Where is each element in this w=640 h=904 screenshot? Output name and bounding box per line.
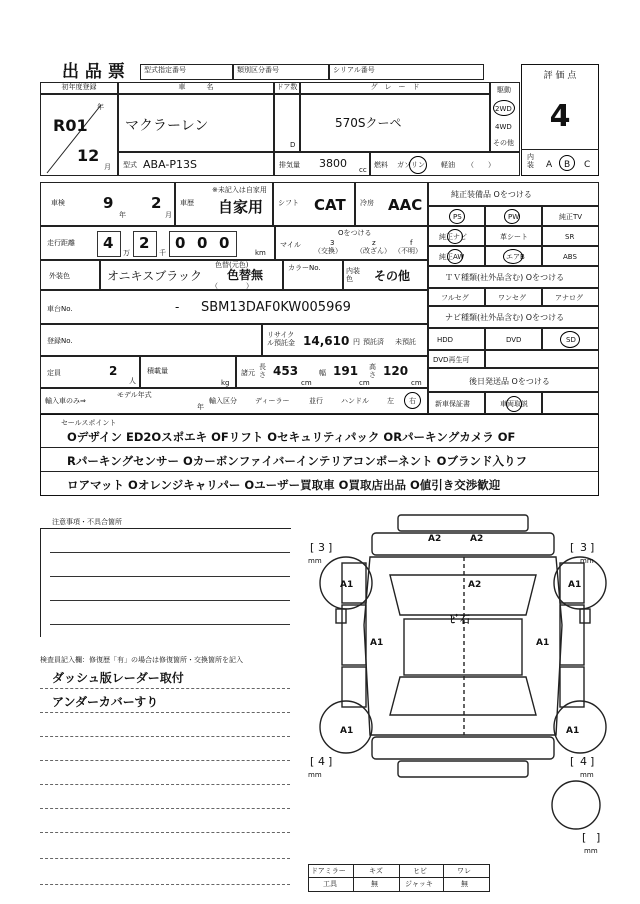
interior-color-label: 内装色 [346,267,360,283]
svg-text:[: [ [310,755,315,768]
opt-dvd-label: DVD [506,336,522,344]
mile-label: マイル [280,241,301,249]
mile-opt2-num: z [372,239,376,247]
opt-oneseg-label: ワンセグ [498,294,526,302]
mile-opt3-num: f [410,239,413,247]
recycle-unit: 円 [353,338,360,346]
opt-sd [542,328,599,350]
legend-box [308,864,490,892]
opt-ps-circle [449,209,465,224]
serial-label: シリアル番号 [333,66,375,74]
shift-value: CAT [314,196,346,214]
opt-leather [485,226,542,246]
mile-opt1-num: 3 [330,239,335,247]
opt-pw [485,206,542,226]
door-cell [274,94,300,152]
inspection-label: 車検 [51,199,65,207]
genuine-label: 純正装備品 Oをつける [451,190,532,199]
color-label-cell [40,260,100,290]
fuel-gasoline-circle [409,156,427,174]
size-cell [236,356,428,388]
navi-type-header [428,306,599,328]
load-unit: kg [221,379,230,387]
mileage-10k-unit: 万 [123,249,130,257]
displacement-value: 3800 [319,157,347,170]
color-value: オニキスブラック [107,269,203,283]
door-label: ドア数 [274,82,300,94]
recycle-paid: 預託済 [363,338,384,346]
load-label: 積載量 [147,367,168,375]
opt-dvd-play [428,350,485,368]
color-cell [100,260,283,290]
sales-label: セールスポイント [61,419,117,427]
model-approval-field [140,64,233,80]
length-unit: cm [301,379,312,387]
first-reg-cell [40,94,118,176]
tread-rl: 4 [318,755,325,768]
tread-fr: 3 [580,541,587,554]
opt-leather-label: 革シート [500,233,528,241]
svg-text:]: ] [596,831,601,844]
height-unit: cm [411,379,422,387]
caution-label: 注意事項・不具合箇所 [52,518,122,526]
chassis-cell [40,290,428,324]
page-title: 出 品 票 [62,62,125,82]
later-header [428,368,599,392]
height-value: 120 [383,364,409,378]
diagram-a1-right: A1 [536,638,550,648]
svg-text:[: [ [310,541,315,554]
aircon-label: 冷房 [360,199,374,207]
history-label: 車歴 [180,199,194,207]
first-reg-year: R01 [53,116,88,135]
interior-color-cell [343,260,428,290]
interior-b: B [564,160,571,170]
opt-fullseg [428,288,485,306]
opt-analog-label: アナログ [555,294,583,302]
opt-abs [542,246,599,266]
model-type-label: 型式 [123,161,137,169]
recycle-label: リサイクル預託金 [267,331,295,347]
inspection-month: 2 [151,194,162,212]
legend-door-mirror: ドアミラー [311,867,346,875]
handle-label: ハンドル [341,397,369,405]
inspection-year-unit: 年 [119,211,126,219]
svg-text:]: ] [328,755,333,768]
color-label: 外装色 [49,272,70,280]
displacement-unit: cc [359,166,367,174]
opt-navi [428,226,485,246]
import-parallel: 並行 [309,397,323,405]
navi-type-label: ナビ種類(社外品含む) Oをつける [445,313,565,322]
caution-box [40,528,291,637]
opt-hdd [428,328,485,350]
opt-abs-label: ABS [563,253,577,261]
month-unit: 月 [104,163,111,171]
drive-4wd: 4WD [495,123,512,131]
svg-text:]: ] [590,541,595,554]
size-label: 諸元 [241,369,255,377]
import-cell [40,388,428,414]
tread-spare-unit: mm [584,847,598,855]
legend-crack: ヒビ [413,867,427,875]
legend-tool: 工具 [323,880,337,888]
interior-color-value: その他 [374,269,411,283]
grade-value: 570Sクーペ [335,116,402,130]
inspection-cell [40,182,175,226]
opt-hdd-label: HDD [437,336,454,344]
tv-type-header [428,266,599,288]
legend-jack-value: 無 [461,880,468,888]
sales-line-2: Rパーキングセンサー Oカーボンファイバーインテリアコンポーネント Oブランド入りフ [67,454,527,468]
diagram-a1-front-left: A1 [340,580,354,590]
car-name-label: 車 名 [118,82,274,94]
model-year-unit: 年 [197,403,204,411]
inspector-label: 検査員記入欄：修復歴「有」の場合は修復箇所・交換箇所を記入 [40,656,243,664]
interior-a: A [546,160,553,170]
tread-rl-unit: mm [308,771,322,779]
opt-navi-label: 純正ナビ [439,233,467,241]
opt-analog [542,288,599,306]
svg-text:]: ] [328,541,333,554]
mile-opt2: （改ざん） [356,247,391,255]
opt-pw-circle [504,209,520,224]
color-change-value: 色替無 [227,268,264,282]
grade-cell [300,94,490,152]
opt-sr [542,226,599,246]
diagram-a1-rear-left: A1 [340,726,354,736]
recycle-value: 14,610 [303,334,350,348]
drive-other: その他 [493,139,514,147]
opt-ps-label: PS [453,213,462,221]
opt-dvd [485,328,542,350]
mileage-digit-5: 0 [219,234,230,252]
opt-airbag-label: エアB [506,253,525,261]
diagram-a2-hood: A2 [468,580,482,590]
diagram-a2-top-right: A2 [470,534,484,544]
score-value: 4 [549,99,571,134]
handle-right-circle [404,392,421,409]
model-approval-label: 型式指定番号 [144,66,186,74]
first-reg-month: 12 [77,146,100,165]
car-damage-diagram [300,505,630,865]
capacity-label: 定員 [47,369,61,377]
mileage-digit-4: 0 [197,234,208,252]
shift-cell [273,182,355,226]
sales-block [40,414,599,496]
serial-field [329,64,484,80]
tread-fl-unit: mm [308,557,322,565]
opt-pw-label: PW [508,213,520,221]
capacity-value: 2 [109,364,118,378]
legend-jack: ジャッキ [405,880,433,888]
color-change-label: 色替(元色) [215,261,249,269]
svg-text:]: ] [590,755,595,768]
note-2: アンダーカバーすり [52,695,159,709]
length-value: 453 [273,364,299,378]
interior-c: C [584,160,591,170]
inspection-year: 9 [103,194,114,212]
score-box [521,64,599,176]
sales-line-1: Oデザイン ED2Oスポエキ OFリフト Oセキュリティパック ORパーキングカメラ OF [67,430,516,444]
height-label: 高さ [369,363,376,379]
note-1: ダッシュ版レーダー取付 [52,671,184,685]
svg-text:[: [ [570,541,575,554]
fuel-diesel: 軽油 [441,161,455,169]
diagram-a2-top-left: A2 [428,534,442,544]
shift-label: シフト [278,199,299,207]
fuel-cell [370,152,520,176]
legend-tool-value: 無 [371,880,378,888]
opt-tv [542,206,599,226]
recycle-unpaid: 未預託 [395,338,416,346]
handle-left: 左 [387,397,394,405]
svg-text:[: [ [582,831,587,844]
opt-warranty-label: 新車保証書 [435,400,470,408]
interior-b-circle [559,155,575,171]
car-name-value: マクラーレン [125,118,209,134]
diagram-a1-rear-right: A1 [566,726,580,736]
chassis-value: SBM13DAF0KW005969 [201,300,351,315]
opt-aw-circle [447,249,463,264]
width-value: 191 [333,364,359,378]
later-label: 後日発送品 Oをつける [469,377,550,386]
history-cell [175,182,273,226]
history-value: 自家用 [218,198,264,216]
svg-text:[: [ [570,755,575,768]
load-cell [140,356,236,388]
interior-label: 内装 [527,153,534,169]
diagram-a1-front-right: A1 [568,580,582,590]
opt-sd-circle [560,331,580,348]
opt-blank-2 [542,392,599,414]
mileage-1k-unit: 千 [159,249,166,257]
opt-fullseg-label: フルセグ [441,294,469,302]
drive-label: 駆動 [497,86,511,94]
opt-airbag-circle [503,249,523,264]
tread-fl: 3 [318,541,325,554]
legend-scratch: キズ [369,867,383,875]
chassis-label: 車台No. [47,305,73,313]
model-type-value: ABA-P13S [143,158,197,171]
mileage-unit: km [255,249,266,257]
regno-cell [40,324,262,356]
sales-line-3: ロアマット Oオレンジキャリパー Oユーザー買取車 O買取店出品 O値引き交渉歓迎 [67,478,501,492]
mileage-digit-3: 0 [175,234,186,252]
color-no-cell [283,260,343,290]
mile-opt3: （不明） [394,247,422,255]
category-field [233,64,329,80]
opt-blank [485,350,599,368]
drive-2wd: 2WD [495,105,512,113]
opt-warranty [428,392,485,414]
score-label: 評 価 点 [543,71,577,81]
opt-manual-label: 車両取説 [500,400,528,408]
opt-airbag [485,246,542,266]
tread-rr-unit: mm [580,771,594,779]
opt-aw [428,246,485,266]
drive-cell [490,82,520,152]
opt-manual [485,392,542,414]
width-unit: cm [359,379,370,387]
fuel-gasoline: ガソリン [397,161,425,169]
fuel-paren: （ ） [467,161,495,169]
displacement-cell [274,152,370,176]
width-label: 幅 [319,369,326,377]
door-unit: D [290,141,296,149]
category-label: 類別区分番号 [237,66,279,74]
history-note: ※未記入は自家用 [212,186,267,194]
handle-right: 右 [409,397,416,405]
opt-dvd-play-label: DVD再生可 [433,356,470,364]
opt-sr-label: SR [565,233,575,241]
diagram-hood-text: ﾋﾞ石 [450,615,470,626]
aircon-cell [355,182,428,226]
mileage-digit-2: 2 [139,234,150,252]
recycle-cell [262,324,428,356]
tread-rr: 4 [580,755,587,768]
regno-label: 登録No. [47,337,73,345]
tv-type-label: ＴＶ種類(社外品含む) Oをつける [445,273,565,282]
first-reg-label: 初年度登録 [40,82,118,94]
fuel-label: 燃料 [374,161,388,169]
color-no-label: カラーNo. [288,264,321,272]
opt-ps [428,206,485,226]
mileage-cell [40,226,275,260]
import-dealer: ディーラー [255,397,290,405]
opt-manual-circle [506,396,522,412]
genuine-header [428,182,599,206]
tread-fr-unit: mm [580,557,594,565]
import-label: 輸入車のみ⇒ [45,397,86,405]
opt-navi-circle [447,229,463,244]
opt-sd-label: SD [566,336,576,344]
inspection-month-unit: 月 [165,211,172,219]
model-year-label: モデル年式 [117,391,152,399]
aircon-value: AAC [388,196,423,214]
chassis-dash: - [175,300,180,314]
opt-oneseg [485,288,542,306]
displacement-label: 排気量 [279,161,300,169]
opt-tv-label: 純正TV [559,213,583,221]
mileage-label: 走行距離 [47,239,75,247]
capacity-cell [40,356,140,388]
drive-2wd-circle [493,100,515,116]
model-type-cell [118,152,274,176]
opt-aw-label: 純正AW [439,253,465,261]
capacity-unit: 人 [129,377,136,385]
mile-opt1: （交換） [314,247,342,255]
mile-circle-note: Oをつける [338,229,372,237]
car-name-cell [118,94,274,152]
grade-label: グ レ ー ド [300,82,490,94]
length-label: 長さ [259,363,266,379]
color-change-paren: （ ） [211,282,253,290]
mileage-digit-1: 4 [103,234,114,252]
diagram-a1-left: A1 [370,638,384,648]
import-type-label: 輸入区分 [209,397,237,405]
year-unit: 年 [97,103,104,111]
mile-cell [275,226,428,260]
legend-broken: ワレ [457,867,471,875]
